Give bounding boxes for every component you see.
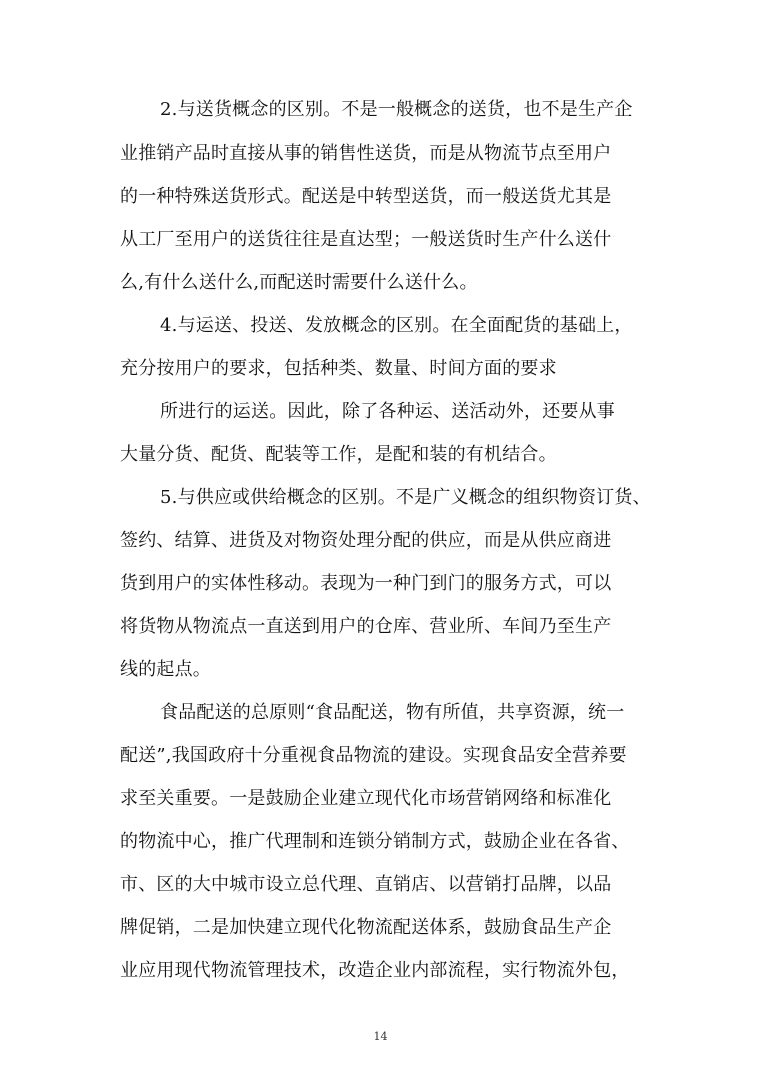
text-line-4: 从工厂至用户的送货往往是直达型；一般送货时生产什么送什 [120,229,612,250]
text-line-2: 业推销产品时直接从事的销售性送货，而是从物流节点至用户 [120,143,612,164]
page-number: 14 [373,1030,388,1043]
text-line-20: 牌促销，二是加快建立现代化物流配送体系，鼓励食品生产企 [120,917,612,938]
text-line-10: 5.与供应或供给概念的区别。不是广义概念的组织物资订货、 [160,487,651,508]
text-line-3: 的一种特殊送货形式。配送是中转型送货，而一般送货尤其是 [120,186,612,207]
text-line-1: 2.与送货概念的区别。不是一般概念的送货，也不是生产企 [160,99,633,120]
text-line-6: 4.与运送、投送、发放概念的区别。在全面配货的基础上， [160,315,633,336]
text-line-21: 业应用现代物流管理技术，改造企业内部流程，实行物流外包， [120,960,630,981]
text-line-19: 市、区的大中城市设立总代理、直销店、以营销打品牌，以品 [120,874,612,895]
text-line-16: 配送”,我国政府十分重视食品物流的建设。实现食品安全营养要 [120,745,627,766]
text-line-15: 食品配送的总原则“食品配送，物有所值，共享资源，统一 [160,702,625,723]
text-line-8: 所进行的运送。因此，除了各种运、送活动外，还要从事 [160,401,615,422]
text-line-5: 么,有什么送什么,而配送时需要什么送什么。 [120,272,478,293]
text-line-13: 将货物从物流点一直送到用户的仓库、营业所、车间乃至生产 [120,616,612,637]
text-line-14: 线的起点。 [120,659,211,680]
text-line-11: 签约、结算、进货及对物资处理分配的供应，而是从供应商进 [120,530,612,551]
text-line-7: 充分按用户的要求，包括种类、数量、时间方面的要求 [120,358,557,379]
text-line-18: 的物流中心，推广代理制和连锁分销制方式，鼓励企业在各省、 [120,831,630,852]
text-line-9: 大量分货、配货、配装等工作，是配和装的有机结合。 [120,444,557,465]
text-line-17: 求至关重要。一是鼓励企业建立现代化市场营销网络和标准化 [120,788,612,809]
text-line-12: 货到用户的实体性移动。表现为一种门到门的服务方式，可以 [120,573,612,594]
